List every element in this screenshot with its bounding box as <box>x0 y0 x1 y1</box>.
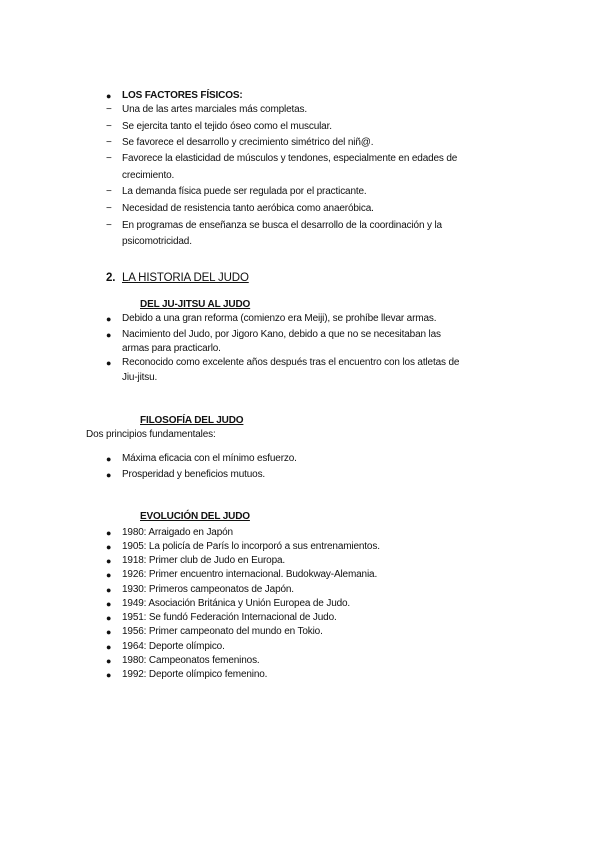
bullet-icon: ● <box>106 570 112 580</box>
filosofia-item: Máxima eficacia con el mínimo esfuerzo. <box>122 453 297 464</box>
evolucion-item: 1951: Se fundó Federación Internacional de Judo. <box>122 612 337 623</box>
bullet-icon: ● <box>106 358 112 368</box>
factores-item: En programas de enseñanza se busca el desarrollo de la coordinación y la <box>122 220 442 231</box>
section-title: LA HISTORIA DEL JUDO <box>122 272 249 284</box>
bullet-icon: ● <box>106 528 112 538</box>
evolucion-item: 1949: Asociación Británica y Unión Europea de Judo. <box>122 598 351 609</box>
section-number: 2. <box>106 272 116 284</box>
evolucion-item: 1980: Arraigado en Japón <box>122 527 233 538</box>
bullet-icon: ● <box>106 599 112 609</box>
filosofia-intro: Dos principios fundamentales: <box>86 429 216 440</box>
historia-item-cont: armas para practicarlo. <box>122 343 221 354</box>
factores-item: Se favorece el desarrollo y crecimiento simétrico del niñ@. <box>122 137 374 148</box>
historia-item: Nacimiento del Judo, por Jigoro Kano, debido a que no se necesitaban las <box>122 329 441 340</box>
bullet-icon: ● <box>106 454 112 464</box>
bullet-icon: ● <box>106 656 112 666</box>
bullet-icon: ● <box>106 627 112 637</box>
bullet-icon: ● <box>106 670 112 680</box>
evolucion-item: 1930: Primeros campeonatos de Japón. <box>122 584 294 595</box>
bullet-icon: ● <box>106 585 112 595</box>
bullet-icon: ● <box>106 613 112 623</box>
historia-item: Debido a una gran reforma (comienzo era Meiji), se prohíbe llevar armas. <box>122 313 437 324</box>
dash-icon: − <box>106 203 112 214</box>
dash-icon: − <box>106 186 112 197</box>
factores-heading: LOS FACTORES FÍSICOS: <box>122 90 243 101</box>
evolucion-subtitle: EVOLUCIÓN DEL JUDO <box>140 511 250 522</box>
dash-icon: − <box>106 137 112 148</box>
dash-icon: − <box>106 153 112 164</box>
evolucion-item: 1956: Primer campeonato del mundo en Tokio. <box>122 626 323 637</box>
factores-item: Necesidad de resistencia tanto aeróbica como anaeróbica. <box>122 203 374 214</box>
evolucion-item: 1918: Primer club de Judo en Europa. <box>122 555 286 566</box>
evolucion-item: 1926: Primer encuentro internacional. Budokway-Alemania. <box>122 569 378 580</box>
evolucion-item: 1964: Deporte olímpico. <box>122 641 225 652</box>
bullet-icon: ● <box>106 642 112 652</box>
factores-item-cont: psicomotricidad. <box>122 236 192 247</box>
evolucion-item: 1992: Deporte olímpico femenino. <box>122 669 268 680</box>
bullet-icon: ● <box>106 330 112 340</box>
dash-icon: − <box>106 220 112 231</box>
bullet-icon: ● <box>106 542 112 552</box>
dash-icon: − <box>106 121 112 132</box>
dash-icon: − <box>106 104 112 115</box>
historia-subtitle: DEL JU-JITSU AL JUDO <box>140 299 251 310</box>
bullet-icon: ● <box>106 91 112 101</box>
factores-item: Favorece la elasticidad de músculos y tendones, especialmente en edades de <box>122 153 458 164</box>
filosofia-item: Prosperidad y beneficios mutuos. <box>122 469 266 480</box>
historia-item-cont: Jiu-jitsu. <box>122 372 158 383</box>
bullet-icon: ● <box>106 314 112 324</box>
bullet-icon: ● <box>106 470 112 480</box>
historia-item: Reconocido como excelente años después tras el encuentro con los atletas de <box>122 357 460 368</box>
factores-item-cont: crecimiento. <box>122 170 175 181</box>
factores-item: La demanda física puede ser regulada por el practicante. <box>122 186 367 197</box>
evolucion-item: 1980: Campeonatos femeninos. <box>122 655 260 666</box>
factores-item: Una de las artes marciales más completas. <box>122 104 308 115</box>
factores-item: Se ejercita tanto el tejido óseo como el muscular. <box>122 121 332 132</box>
filosofia-subtitle: FILOSOFÍA DEL JUDO <box>140 415 244 426</box>
bullet-icon: ● <box>106 556 112 566</box>
evolucion-item: 1905: La policía de París lo incorporó a sus entrenamientos. <box>122 541 380 552</box>
